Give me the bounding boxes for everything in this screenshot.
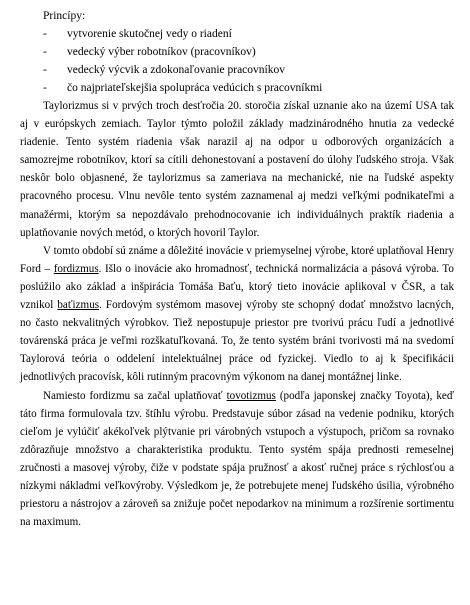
list-item-text: vytvorenie skutočnej vedy o riadení xyxy=(67,28,232,40)
link-tovotizmus[interactable]: tovotizmus xyxy=(226,389,276,402)
paragraph-text: (podľa japonskej značky Toyota), keď táto firma formulovala tzv. štíhlu výrobu. Predstavuje súbor zásad na vedenie podniku, ktorých cieľom je vylúčiť akékoľvek plýtvanie pri várobných vstupoch a výstupoch, pričom sa rovnako zdôrazňuje množstvo a charakteristika produktu. Tento systém spája prednosti remeselnej zručnosti a masovej výroby, čiže v podstate spája pružnosť a akosť ručnej práce s rýchlosťou a nízkymi nákladmi veľkovýroby. Výsledkom je, že potrebujete menej ľudského úsilia, výrobného priestoru a nástrojov a zároveň sa znižuje počet nepodarkov na minimum a rozšírenie sortimentu na maximum. xyxy=(20,389,454,529)
bullet-dash: - xyxy=(43,64,47,76)
bullet-dash: - xyxy=(43,82,47,94)
link-batizmus[interactable]: baťizmus xyxy=(57,299,100,312)
bullet-dash: - xyxy=(43,28,47,40)
paragraph-text: V tomto období sú známe a dôležité inovácie v priemyselnej výrobe, ktoré uplatňoval Henry Ford – xyxy=(20,244,454,275)
principles-list xyxy=(20,25,454,97)
list-item-text: vedecký výcvik a zdokonaľovanie pracovníkov xyxy=(67,64,285,76)
principles-heading: Princípy: xyxy=(43,10,86,22)
paragraph-text: . Fordovým systémom masovej výroby ste schopný dodať množstvo lacných, no často nekvalitných výrobkov. Tiež nepostupuje priestor pre tvorivú prácu ľudí a jednotlivé továrenská práca je veľmi rozškatuľkovaná. To, že tento systém bráni tvorivosti má na svedomí Taylorová teória o oddelení intelektuálnej práce od fyzickej. Viedlo to aj k špecifikácii jednotlivých pracovísk, kôli rutinným pracovným výkonom na danej montážnej linke. xyxy=(20,299,454,384)
link-fordizmus[interactable]: fordizmus xyxy=(53,262,99,275)
paragraph-taylorism: Taylorizmus si v prvých troch desťročia 20. storočia získal uznanie ako na území USA tak aj v európskych zemiach. Taylor týmto položil základy madzinárodného hnutia za vedecké riadenie. Tento systém riadenia však narazil aj na odpor u odborových organizácích a samozrejme robotníkov, ktorí sa cítili dehonestovaní a postavení do úlohy ľudského stroja. Však neskôr bolo objasnené, že taylorizmus sa zameriava na mechanické, nie na ľudské aspekty pracovného procesu. Vlnu nevôle tento systém zaznamenal aj medzi veľkými podnikateľmi a manažérmi, ktorým sa nepozdávalo prehodnocovanie ich individuálnych praktík riadenia a uplatňovanie nových metód, o ktorých hovoril Taylor. xyxy=(20,100,454,239)
list-item-text: vedecký výber robotníkov (pracovníkov) xyxy=(67,46,256,58)
paragraph-text: Namiesto fordizmu sa začal uplatňovať xyxy=(43,389,227,402)
paragraph-text: . Išlo o inovácie ako hromadnosť, technická normalizácia a pásová výroba. To poslúžilo ako základ a inšpirácia Tomáša Baťu, ktorý tieto inovácie aplikoval v ČSR, a tak vznikol xyxy=(20,262,454,312)
paragraph-toyotism xyxy=(20,387,454,532)
list-item xyxy=(20,43,454,61)
paragraph-fordism xyxy=(20,242,454,387)
list-item-text: čo najpriateľskejšia spolupráca vedúcich s pracovníkmi xyxy=(67,82,323,94)
list-item xyxy=(20,61,454,79)
list-item xyxy=(20,25,454,43)
bullet-dash: - xyxy=(43,46,47,58)
list-item xyxy=(20,79,454,97)
